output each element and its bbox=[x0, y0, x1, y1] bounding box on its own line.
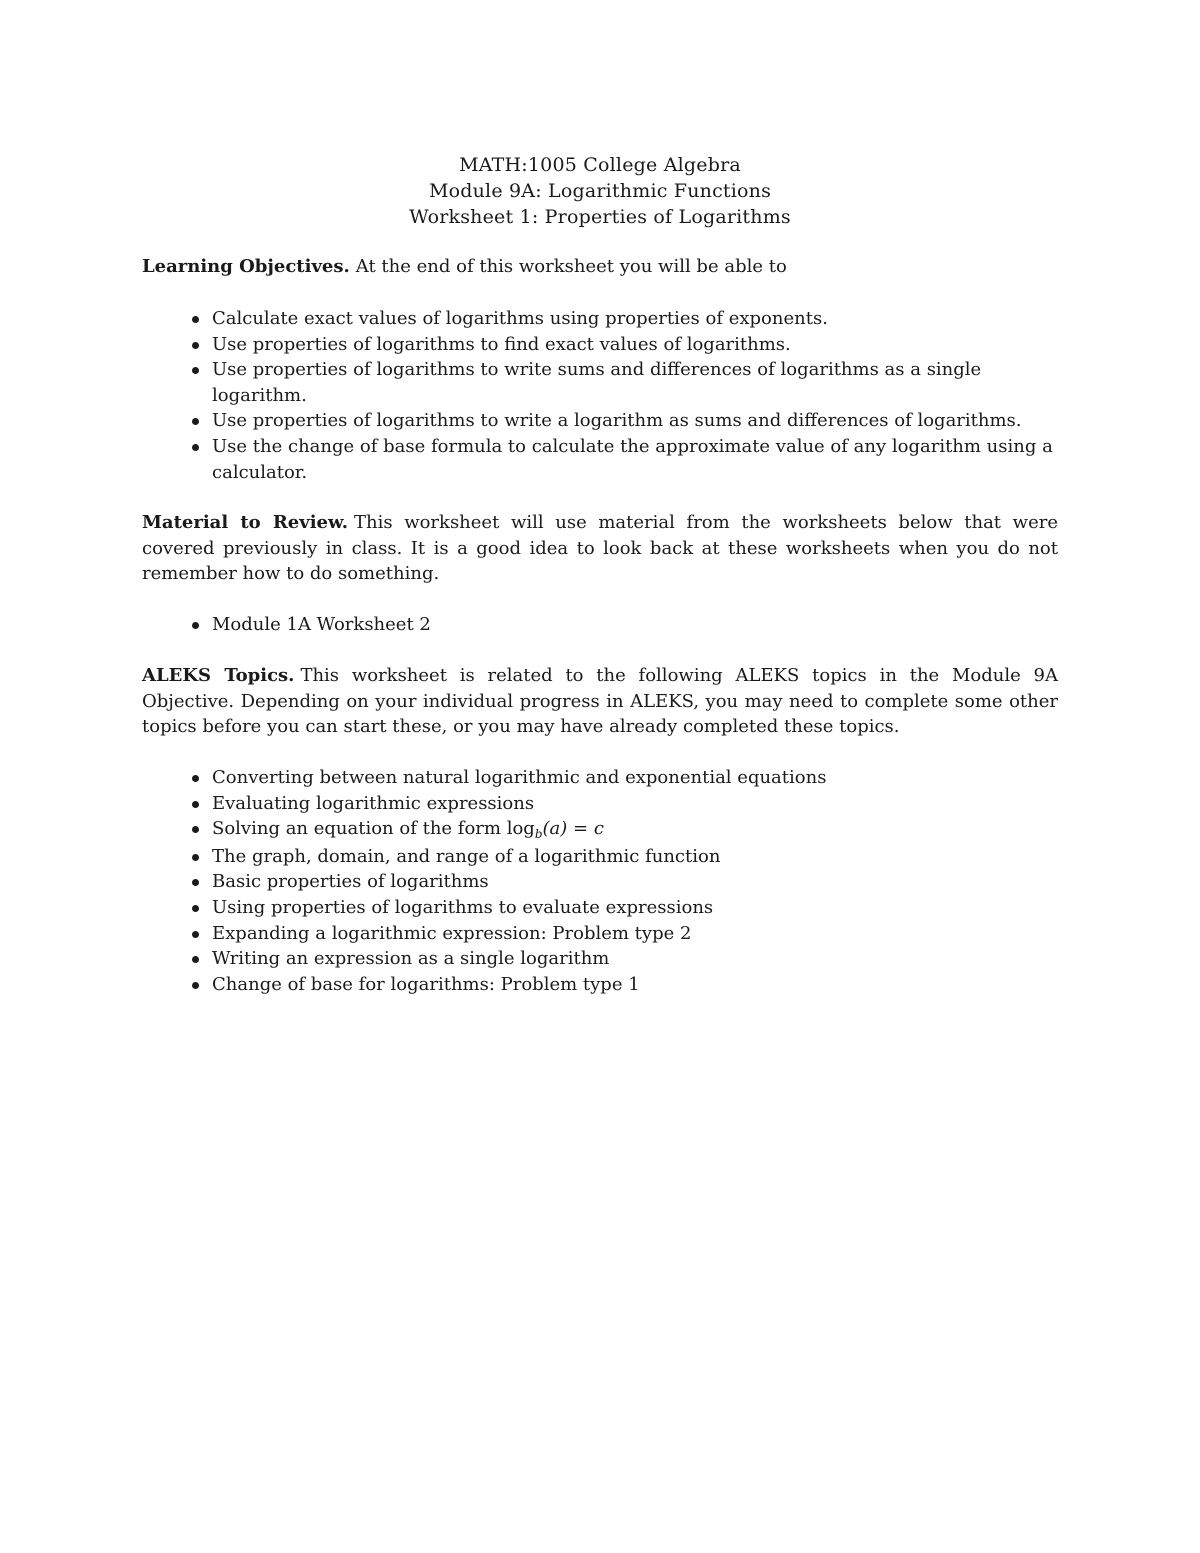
list-item: Evaluating logarithmic expressions bbox=[188, 791, 1058, 817]
review-list bbox=[188, 612, 1058, 638]
list-item-text: Solving an equation of the form bbox=[212, 818, 507, 840]
aleks-text: This worksheet is related to the following ALEKS topics in the Module 9A Objective. Depending on your individual progress in ALEKS, you may need to complete some other topics before you can start these, or you may have already completed these topics. bbox=[142, 665, 1058, 738]
list-item: Basic properties of logarithms bbox=[188, 869, 1058, 895]
list-item: Change of base for logarithms: Problem type 1 bbox=[188, 972, 1058, 998]
review-text: This worksheet will use material from the worksheets below that were covered previously in class. It is a good idea to look back at these worksheets when you do not remember how to do something. bbox=[142, 512, 1058, 585]
list-item: Calculate exact values of logarithms using properties of exponents. bbox=[188, 306, 1058, 332]
list-item: Writing an expression as a single logarithm bbox=[188, 946, 1058, 972]
log-formula bbox=[506, 818, 604, 842]
formula-rest: (a) = c bbox=[542, 818, 604, 840]
objectives-heading: Learning Objectives. bbox=[142, 256, 350, 277]
aleks-paragraph bbox=[142, 663, 1058, 740]
aleks-heading: ALEKS Topics. bbox=[142, 665, 295, 686]
review-heading: Material to Review. bbox=[142, 512, 348, 533]
list-item: Use properties of logarithms to write sums and differences of logarithms as a single logarithm. bbox=[188, 357, 1058, 408]
module-title: Module 9A: Logarithmic Functions bbox=[428, 180, 772, 202]
list-item: Using properties of logarithms to evaluate expressions bbox=[188, 895, 1058, 921]
list-item: Expanding a logarithmic expression: Problem type 2 bbox=[188, 921, 1058, 947]
list-item: Use properties of logarithms to write a logarithm as sums and differences of logarithms. bbox=[188, 408, 1058, 434]
formula-base: b bbox=[534, 827, 543, 842]
review-paragraph bbox=[142, 510, 1058, 587]
list-item bbox=[188, 816, 1058, 844]
objectives-intro: At the end of this worksheet you will be able to bbox=[355, 256, 787, 277]
formula-log: log bbox=[506, 818, 535, 840]
objectives-list bbox=[188, 306, 1058, 485]
list-item: Use properties of logarithms to find exact values of logarithms. bbox=[188, 332, 1058, 358]
list-item: Module 1A Worksheet 2 bbox=[188, 612, 1058, 638]
title-block bbox=[0, 152, 1200, 230]
list-item: Converting between natural logarithmic and exponential equations bbox=[188, 765, 1058, 791]
aleks-topics-list bbox=[188, 765, 1058, 997]
objectives-paragraph bbox=[142, 254, 1058, 280]
list-item: Use the change of base formula to calculate the approximate value of any logarithm using a calculator. bbox=[188, 434, 1058, 485]
worksheet-title: Worksheet 1: Properties of Logarithms bbox=[409, 206, 791, 228]
course-title: MATH:1005 College Algebra bbox=[459, 154, 741, 176]
list-item: The graph, domain, and range of a logarithmic function bbox=[188, 844, 1058, 870]
